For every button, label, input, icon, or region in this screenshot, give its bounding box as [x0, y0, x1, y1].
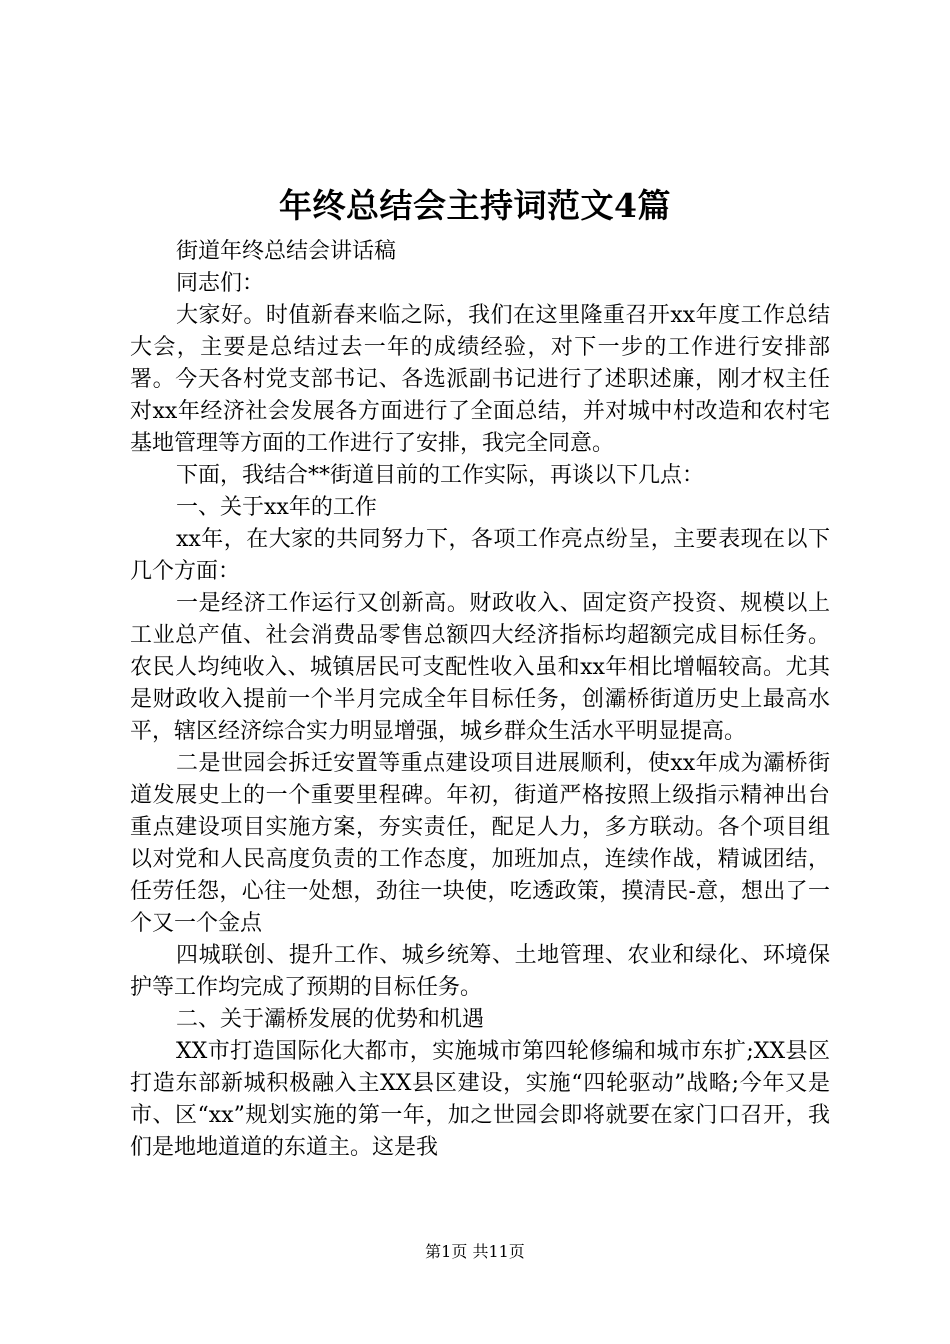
- paragraph: XX市打造国际化大都市，实施城市第四轮修编和城市东扩;XX县区打造东部新城积极融入主XX县区建设，实施“四轮驱动”战略;今年又是市、区“xx”规划实施的第一年，加之世园会即将就要在家门口召开，我们是地地道道的东道主。这是我: [130, 1039, 831, 1160]
- paragraph: 一是经济工作运行又创新高。财政收入、固定资产投资、规模以上工业总产值、社会消费品零售总额四大经济指标均超额完成目标任务。农民人均纯收入、城镇居民可支配性收入虽和xx年相比增幅较高。尤其是财政收入提前一个半月完成全年目标任务，创灞桥街道历史上最高水平，辖区经济综合实力明显增强，城乡群众生活水平明显提高。: [130, 591, 830, 744]
- paragraph: 下面，我结合**街道目前的工作实际，再谈以下几点：: [176, 463, 705, 488]
- paragraph: 四城联创、提升工作、城乡统筹、土地管理、农业和绿化、环境保护等工作均完成了预期的目标任务。: [130, 943, 830, 1000]
- paragraph: 街道年终总结会讲话稿: [176, 239, 397, 264]
- document-title: 年终总结会主持词范文4篇: [279, 186, 671, 225]
- paragraph: 大家好。时值新春来临之际，我们在这里隆重召开xx年度工作总结大会，主要是总结过去一年的成绩经验，对下一步的工作进行安排部署。今天各村党支部书记、各选派副书记进行了述职述廉，刚才权主任对xx年经济社会发展各方面进行了全面总结，并对城中村改造和农村宅基地管理等方面的工作进行了安排，我完全同意。: [130, 303, 830, 456]
- section-heading: 一、关于xx年的工作: [176, 495, 377, 520]
- page-number-footer: 第1页 共11页: [425, 1242, 525, 1261]
- section-heading: 二、关于灞桥发展的优势和机遇: [176, 1007, 485, 1032]
- document-body: [130, 236, 830, 1164]
- paragraph: 同志们：: [176, 271, 265, 296]
- paragraph: 二是世园会拆迁安置等重点建设项目进展顺利，使xx年成为灞桥街道发展史上的一个重要里程碑。年初，街道严格按照上级指示精神出台重点建设项目实施方案，夯实责任，配足人力，多方联动。各个项目组以对党和人民高度负责的工作态度，加班加点，连续作战，精诚团结，任劳任怨，心往一处想，劲往一块使，吃透政策，摸清民-意，想出了一个又一个金点: [130, 751, 830, 936]
- paragraph: xx年，在大家的共同努力下，各项工作亮点纷呈，主要表现在以下几个方面：: [130, 527, 830, 584]
